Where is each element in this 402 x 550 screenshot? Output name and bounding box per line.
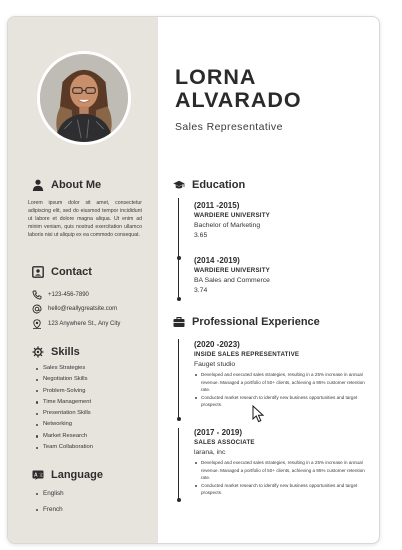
timeline-dot <box>177 297 181 301</box>
at-sign-icon <box>32 304 42 314</box>
experience-bullet: Developed and executed sales strategies, resulting in a 25% increase in annual revenue. Managed a portfolio of 50+ clients, achieving a 95% customer retention rate. <box>194 459 374 482</box>
experience-company: larana, inc <box>194 448 226 456</box>
language-title: Language <box>51 469 103 481</box>
experience-years: (2020 -2023) <box>194 340 240 349</box>
address-text: 123 Anywhere St., Any City <box>48 321 121 327</box>
gear-icon <box>32 346 44 358</box>
phone-icon <box>32 290 42 300</box>
experience-years: (2017 - 2019) <box>194 428 243 437</box>
profile-photo <box>37 51 131 145</box>
candidate-name <box>175 66 302 112</box>
skill-item: Team Collaboration <box>36 442 93 453</box>
contact-title: Contact <box>51 266 92 278</box>
svg-text:文: 文 <box>38 472 44 478</box>
education-school: WARDIERE UNIVERSITY <box>194 267 270 274</box>
experience-bullet: Conducted market research to identify new business opportunities and target prospects. <box>194 482 374 497</box>
experience-bullet: Developed and executed sales strategies, resulting in a 25% increase in annual revenue. Managed a portfolio of 50+ clients, achieving a 95% customer retention rate. <box>194 371 374 394</box>
timeline-dot <box>177 417 181 421</box>
experience-position: INSIDE SALES REPRESENTATIVE <box>194 351 300 358</box>
contact-email <box>32 304 117 314</box>
education-school: WARDIERE UNIVERSITY <box>194 212 270 219</box>
skill-item: Sales Strategies <box>36 363 93 374</box>
skill-item: Market Research <box>36 431 93 442</box>
location-pin-icon <box>32 319 42 329</box>
experience-section-header <box>173 316 320 328</box>
skills-list <box>36 363 93 453</box>
education-degree: Bachelor of Marketing <box>194 221 261 229</box>
experience-company: Fauget studio <box>194 360 236 368</box>
graduation-cap-icon <box>173 179 185 191</box>
about-section-header <box>32 179 101 191</box>
language-item: French <box>36 502 64 518</box>
skill-item: Presentation Skills <box>36 408 93 419</box>
experience-bullets <box>194 459 374 497</box>
language-item: English <box>36 486 64 502</box>
mouse-pointer-icon <box>252 405 266 423</box>
education-entry <box>194 200 374 242</box>
experience-timeline <box>178 428 179 500</box>
education-title: Education <box>192 179 246 191</box>
experience-bullets <box>194 371 374 409</box>
about-title: About Me <box>51 179 102 191</box>
experience-title: Professional Experience <box>192 316 320 328</box>
skills-section-header <box>32 346 80 358</box>
name-line-2: ALVARADO <box>175 88 302 112</box>
education-years: (2014 -2019) <box>194 256 240 265</box>
briefcase-icon <box>173 316 185 328</box>
language-list <box>36 486 64 518</box>
skill-item: Time Management <box>36 397 93 408</box>
about-text: Lorem ipsum dolor sit amet, consectetur adipiscing elit, sed do eiusmod tempor incididunt ut labore et dolore magna aliqua. Ut enim ad minim veniam, quis nostrud exercitation ullamco laboris nisi ut aliquip ex ea commodo consequat. <box>28 200 142 238</box>
education-timeline <box>178 253 179 297</box>
education-gpa: 3.74 <box>194 287 208 294</box>
experience-bullet: Conducted market research to identify new business opportunities and target prospects. <box>194 394 374 409</box>
email-text: hello@reallygreatsite.com <box>48 306 118 312</box>
timeline-dot <box>177 498 181 502</box>
education-gpa: 3.65 <box>194 232 208 239</box>
experience-entry <box>194 339 374 409</box>
experience-entry <box>194 427 374 497</box>
contact-address <box>32 319 120 329</box>
contact-card-icon <box>32 266 44 278</box>
language-icon <box>32 469 44 481</box>
education-entry <box>194 255 374 297</box>
resume-document <box>7 16 380 544</box>
experience-position: SALES ASSOCIATE <box>194 439 255 446</box>
education-degree: BA Sales and Commerce <box>194 276 270 284</box>
person-icon <box>32 179 44 191</box>
experience-timeline <box>178 339 179 419</box>
contact-phone <box>32 290 89 300</box>
skill-item: Networking <box>36 419 93 430</box>
skills-title: Skills <box>51 346 80 358</box>
contact-section-header <box>32 266 92 278</box>
skill-item: Problem-Solving <box>36 386 93 397</box>
education-years: (2011 -2015) <box>194 201 240 210</box>
candidate-role: Sales Representative <box>175 121 283 133</box>
education-timeline <box>178 198 179 256</box>
svg-text:A: A <box>34 472 38 479</box>
phone-text: +123-456-7890 <box>48 292 89 298</box>
education-section-header <box>173 179 245 191</box>
skill-item: Negotiation Skills <box>36 374 93 385</box>
name-line-1: LORNA <box>175 65 257 89</box>
language-section-header <box>32 469 103 481</box>
